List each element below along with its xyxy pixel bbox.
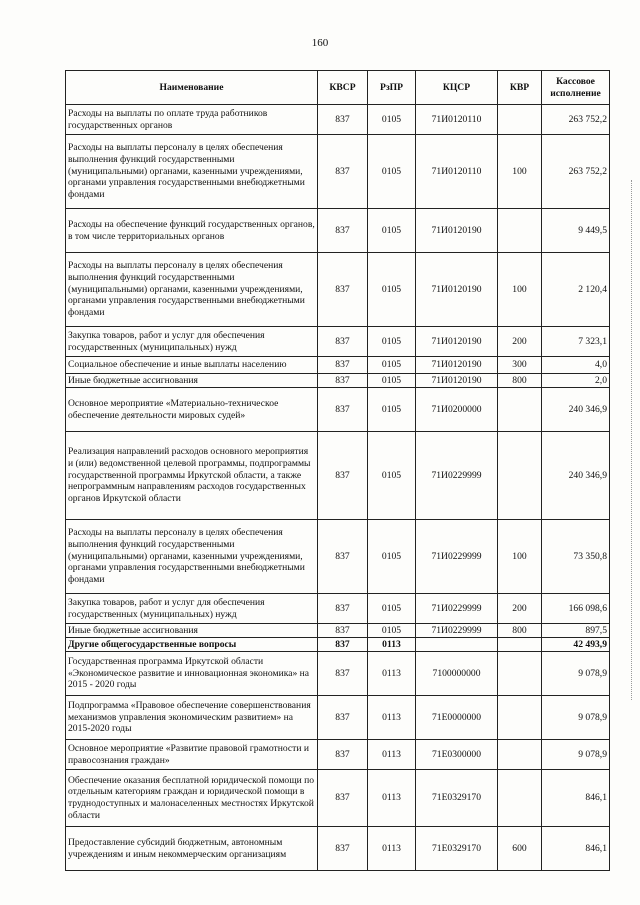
row-name: Реализация направлений расходов основного мероприятия и (или) ведомственной целевой программы, подпрограммы государственной программы Иркутской области, а также непрограммным направлениям расходов государственных органов Иркутской области xyxy=(66,432,318,520)
row-rzpr: 0113 xyxy=(368,827,416,871)
table-row xyxy=(66,135,610,209)
row-kvsr: 837 xyxy=(318,638,368,652)
row-kcsr: 71И0229999 xyxy=(416,432,498,520)
row-exec: 263 752,2 xyxy=(542,105,610,135)
table-row xyxy=(66,696,610,740)
row-rzpr: 0113 xyxy=(368,652,416,696)
row-rzpr: 0105 xyxy=(368,374,416,388)
row-kvr: 800 xyxy=(498,374,542,388)
row-kvr xyxy=(498,432,542,520)
row-rzpr: 0105 xyxy=(368,432,416,520)
row-exec: 240 346,9 xyxy=(542,432,610,520)
row-kvr: 100 xyxy=(498,253,542,327)
row-exec: 9 078,9 xyxy=(542,740,610,770)
table-row xyxy=(66,357,610,374)
row-kcsr: 71И0200000 xyxy=(416,388,498,432)
table-row xyxy=(66,770,610,827)
header-kvsr: КВСР xyxy=(318,71,368,105)
row-rzpr: 0105 xyxy=(368,105,416,135)
table-row xyxy=(66,374,610,388)
row-exec: 9 078,9 xyxy=(542,696,610,740)
row-name: Закупка товаров, работ и услуг для обеспечения государственных (муниципальных) нужд xyxy=(66,594,318,624)
row-name: Другие общегосударственные вопросы xyxy=(66,638,318,652)
row-kcsr: 7100000000 xyxy=(416,652,498,696)
header-name: Наименование xyxy=(66,71,318,105)
row-exec: 846,1 xyxy=(542,827,610,871)
row-kvsr: 837 xyxy=(318,388,368,432)
row-name: Иные бюджетные ассигнования xyxy=(66,624,318,638)
row-kvr xyxy=(498,652,542,696)
row-exec: 846,1 xyxy=(542,770,610,827)
table-row xyxy=(66,209,610,253)
header-kvr: КВР xyxy=(498,71,542,105)
row-name: Предоставление субсидий бюджетным, автономным учреждениям и иным некоммерческим организациям xyxy=(66,827,318,871)
row-name: Иные бюджетные ассигнования xyxy=(66,374,318,388)
row-kvr: 300 xyxy=(498,357,542,374)
row-kcsr: 71И0229999 xyxy=(416,594,498,624)
table-row xyxy=(66,652,610,696)
row-kvsr: 837 xyxy=(318,520,368,594)
row-kvsr: 837 xyxy=(318,105,368,135)
table-row xyxy=(66,827,610,871)
row-rzpr: 0105 xyxy=(368,209,416,253)
table-row xyxy=(66,594,610,624)
table-header-row xyxy=(66,71,610,105)
header-rzpr: РзПР xyxy=(368,71,416,105)
row-rzpr: 0105 xyxy=(368,520,416,594)
row-kvsr: 837 xyxy=(318,327,368,357)
row-exec: 2,0 xyxy=(542,374,610,388)
row-kcsr: 71И0229999 xyxy=(416,520,498,594)
row-kvr xyxy=(498,696,542,740)
row-kcsr: 71И0120190 xyxy=(416,209,498,253)
table-row xyxy=(66,638,610,652)
row-name: Расходы на выплаты персоналу в целях обеспечения выполнения функций государственными (муниципальными) органами, казенными учреждениями, органами управления государственными внебюджетными фондами xyxy=(66,253,318,327)
page-number: 160 xyxy=(311,37,329,49)
row-exec: 73 350,8 xyxy=(542,520,610,594)
row-kcsr: 71Е0300000 xyxy=(416,740,498,770)
row-kvsr: 837 xyxy=(318,696,368,740)
budget-execution-table xyxy=(65,70,610,871)
row-name: Социальное обеспечение и иные выплаты населению xyxy=(66,357,318,374)
row-kvr: 200 xyxy=(498,327,542,357)
row-kvr xyxy=(498,209,542,253)
table-row xyxy=(66,327,610,357)
row-kvr xyxy=(498,740,542,770)
row-kvr xyxy=(498,770,542,827)
row-kvr: 200 xyxy=(498,594,542,624)
table-row xyxy=(66,520,610,594)
row-kvsr: 837 xyxy=(318,740,368,770)
row-rzpr: 0105 xyxy=(368,357,416,374)
row-exec: 897,5 xyxy=(542,624,610,638)
row-kvr: 100 xyxy=(498,135,542,209)
row-rzpr: 0105 xyxy=(368,327,416,357)
row-exec: 9 078,9 xyxy=(542,652,610,696)
row-rzpr: 0113 xyxy=(368,638,416,652)
row-exec: 263 752,2 xyxy=(542,135,610,209)
row-kvr xyxy=(498,105,542,135)
row-kvsr: 837 xyxy=(318,253,368,327)
table-row xyxy=(66,432,610,520)
row-exec: 166 098,6 xyxy=(542,594,610,624)
row-kvr: 800 xyxy=(498,624,542,638)
row-kcsr: 71И0120190 xyxy=(416,357,498,374)
row-kvsr: 837 xyxy=(318,357,368,374)
table-row xyxy=(66,740,610,770)
row-kvsr: 837 xyxy=(318,209,368,253)
row-rzpr: 0105 xyxy=(368,624,416,638)
row-exec: 2 120,4 xyxy=(542,253,610,327)
row-exec: 42 493,9 xyxy=(542,638,610,652)
row-exec: 7 323,1 xyxy=(542,327,610,357)
row-name: Обеспечение оказания бесплатной юридической помощи по отдельным категориям граждан и юридической помощи в труднодоступных и малонаселенных местностях Иркутской области xyxy=(66,770,318,827)
row-kcsr: 71И0229999 xyxy=(416,624,498,638)
row-kvr xyxy=(498,388,542,432)
row-kcsr: 71Е0329170 xyxy=(416,827,498,871)
row-kvsr: 837 xyxy=(318,135,368,209)
row-kvsr: 837 xyxy=(318,827,368,871)
row-kcsr: 71И0120110 xyxy=(416,135,498,209)
row-rzpr: 0105 xyxy=(368,594,416,624)
row-kcsr xyxy=(416,638,498,652)
row-name: Подпрограмма «Правовое обеспечение совершенствования механизмов управления экономическим развитием» на 2015-2020 годы xyxy=(66,696,318,740)
row-kvr xyxy=(498,638,542,652)
row-exec: 4,0 xyxy=(542,357,610,374)
table-row xyxy=(66,624,610,638)
row-name: Расходы на выплаты персоналу в целях обеспечения выполнения функций государственными (муниципальными) органами, казенными учреждениями, органами управления государственными внебюджетными фондами xyxy=(66,520,318,594)
row-kcsr: 71Е0000000 xyxy=(416,696,498,740)
row-kvsr: 837 xyxy=(318,624,368,638)
row-kcsr: 71Е0329170 xyxy=(416,770,498,827)
row-kcsr: 71И0120110 xyxy=(416,105,498,135)
page-edge-mark xyxy=(631,180,634,700)
row-kcsr: 71И0120190 xyxy=(416,327,498,357)
row-exec: 240 346,9 xyxy=(542,388,610,432)
row-kcsr: 71И0120190 xyxy=(416,374,498,388)
row-kcsr: 71И0120190 xyxy=(416,253,498,327)
row-kvsr: 837 xyxy=(318,652,368,696)
row-name: Основное мероприятие «Развитие правовой грамотности и правосознания граждан» xyxy=(66,740,318,770)
row-name: Расходы на выплаты персоналу в целях обеспечения выполнения функций государственными (муниципальными) органами, казенными учреждениями, органами управления государственными внебюджетными фондами xyxy=(66,135,318,209)
row-rzpr: 0113 xyxy=(368,770,416,827)
row-name: Расходы на обеспечение функций государственных органов, в том числе территориальных органов xyxy=(66,209,318,253)
row-rzpr: 0105 xyxy=(368,253,416,327)
row-kvsr: 837 xyxy=(318,770,368,827)
table-row xyxy=(66,105,610,135)
row-kvsr: 837 xyxy=(318,594,368,624)
row-name: Закупка товаров, работ и услуг для обеспечения государственных (муниципальных) нужд xyxy=(66,327,318,357)
row-kvr: 600 xyxy=(498,827,542,871)
row-rzpr: 0113 xyxy=(368,740,416,770)
row-kvr: 100 xyxy=(498,520,542,594)
row-kvsr: 837 xyxy=(318,432,368,520)
row-rzpr: 0113 xyxy=(368,696,416,740)
row-rzpr: 0105 xyxy=(368,388,416,432)
table-row xyxy=(66,388,610,432)
row-name: Основное мероприятие «Материально-техническое обеспечение деятельности мировых судей» xyxy=(66,388,318,432)
row-name: Расходы на выплаты по оплате труда работников государственных органов xyxy=(66,105,318,135)
header-kcsr: КЦСР xyxy=(416,71,498,105)
row-rzpr: 0105 xyxy=(368,135,416,209)
row-kvsr: 837 xyxy=(318,374,368,388)
table-row xyxy=(66,253,610,327)
row-exec: 9 449,5 xyxy=(542,209,610,253)
row-name: Государственная программа Иркутской области «Экономическое развитие и инновационная экономика» на 2015 - 2020 годы xyxy=(66,652,318,696)
header-exec: Кассовое исполнение xyxy=(542,71,610,105)
